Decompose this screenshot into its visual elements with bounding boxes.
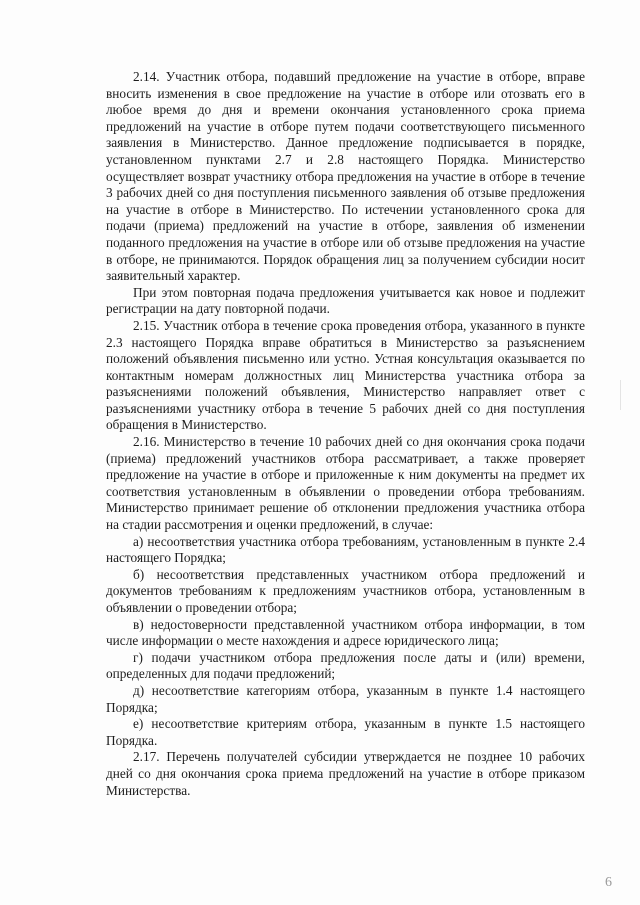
scan-margin-mark <box>620 380 621 410</box>
list-item-v: в) недостоверности представленной участником отбора информации, в том числе информации о месте нахождения и адресе юридического лица; <box>106 616 585 649</box>
list-item-e: е) несоответствие критериям отбора, указанным в пункте 1.5 настоящего Порядка. <box>106 716 585 748</box>
list-item-g: г) подачи участником отбора предложения после даты и (или) времени, определенных для подачи предложений; <box>106 649 585 682</box>
paragraph-2-16: 2.16. Министерство в течение 10 рабочих дней со дня окончания срока подачи (приема) предложений участников отбора рассматривает, а также проверяет предложение на участие в отборе и приложенные к ним документы на предмет их соответствия установленным в объявлении о проведении отбора требованиям. Министерство принимает решение об отклонении предложения участника отбора на стадии рассмотрения и оценки предложений, в случае: <box>106 434 585 533</box>
paragraph-2-17: 2.17. Перечень получателей субсидии утверждается не позднее 10 рабочих дней со дня окончания срока приема предложений на участие в отборе приказом Министерства. <box>106 749 585 798</box>
list-item-b: б) несоответствия представленных участником отбора предложений и документов требованиям к предложениям участников отбора, установленным в объявлении о проведении отбора; <box>106 566 585 615</box>
paragraph-resubmission: При этом повторная подача предложения учитывается как новое и подлежит регистрации на дату повторной подачи. <box>106 284 585 317</box>
list-item-d: д) несоответствие категориям отбора, указанным в пункте 1.4 настоящего Порядка; <box>106 682 585 715</box>
paragraph-2-14: 2.14. Участник отбора, подавший предложение на участие в отборе, вправе вносить изменения в свое предложение на участие в отборе или отозвать его в любое время до дня и времени окончания установленного срока приема предложений на участие в отборе путем подачи соответствующего письменного заявления в Министерство. Данное предложение подписывается в порядке, установленном пунктами 2.7 и 2.8 настоящего Порядка. Министерство осуществляет возврат участнику отбора предложения на участие в отборе в течение 3 рабочих дней со дня поступления письменного заявления об отзыве предложения на участие в отборе в Министерство. По истечении установленного срока для подачи (приема) предложений на участие в отборе, заявления об изменении поданного предложения на участие в отборе или об отзыве предложения на участие в отборе, не принимаются. Порядок обращения лиц за получением субсидии носит заявительный характер. <box>106 69 585 284</box>
document-body <box>106 69 585 799</box>
list-item-a: а) несоответствия участника отбора требованиям, установленным в пункте 2.4 настоящего Порядка; <box>106 533 585 566</box>
paragraph-2-15: 2.15. Участник отбора в течение срока проведения отбора, указанного в пункте 2.3 настоящего Порядка вправе обратиться в Министерство за разъяснением положений объявления письменно или устно. Устная консультация оказывается по контактным номерам должностных лиц Министерства участника отбора за разъяснениями положений объявления, Министерство направляет ответ с разъяснениями участнику отбора в течение 5 рабочих дней со дня поступления обращения в Министерство. <box>106 317 585 433</box>
page-number: 6 <box>605 875 612 890</box>
